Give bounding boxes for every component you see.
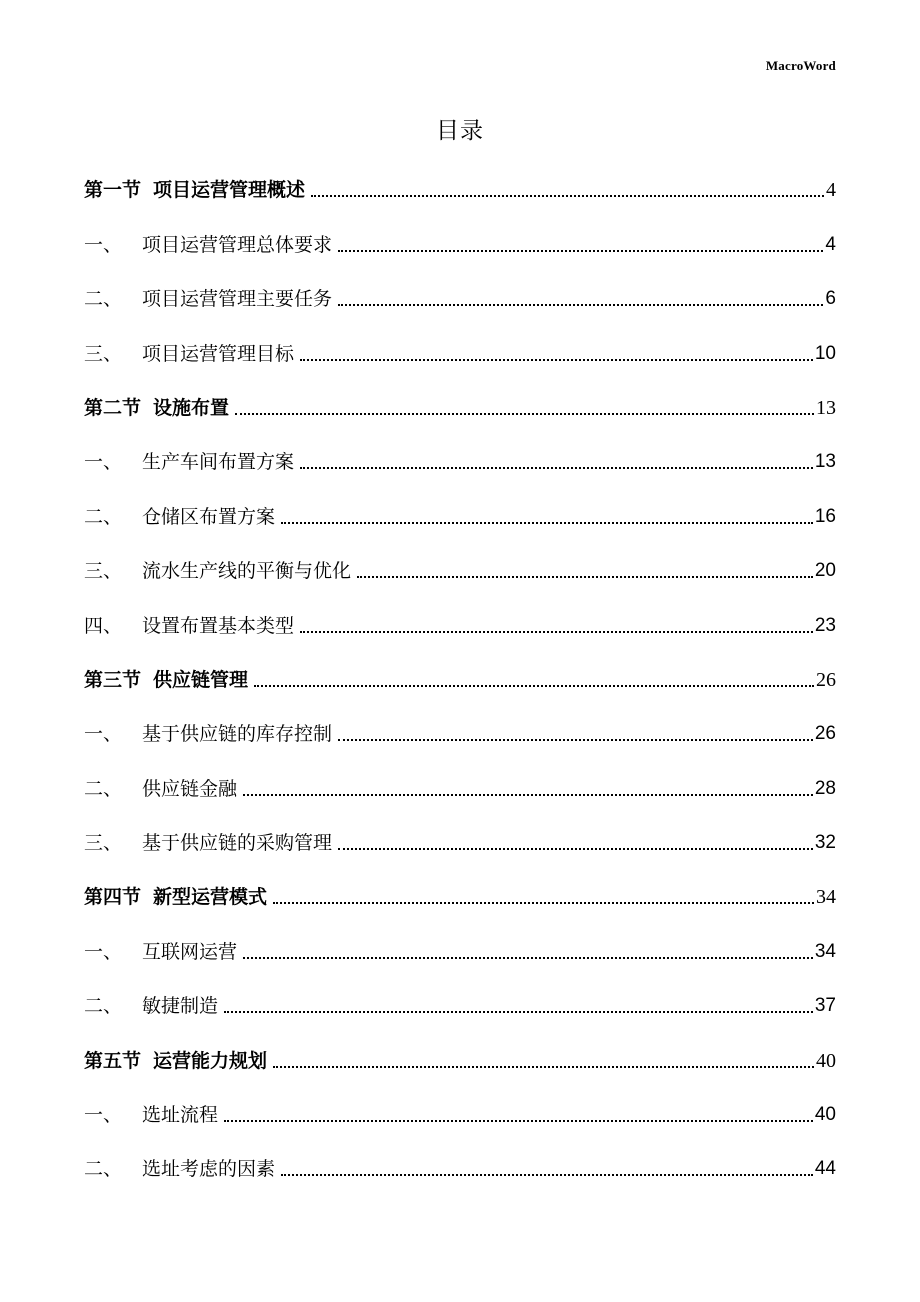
toc-item-entry[interactable] (84, 323, 836, 377)
toc-entry-number: 一、 (84, 723, 123, 746)
toc-dot-leader (300, 359, 813, 361)
toc-dot-leader (243, 957, 813, 959)
toc-entry-number: 二、 (84, 995, 123, 1018)
toc-entry-number: 二、 (84, 505, 123, 528)
toc-entry-title: 设置布置基本类型 (142, 614, 295, 637)
toc-entry-title: 选址流程 (142, 1104, 219, 1127)
toc-page-number: 40 (814, 1104, 836, 1126)
toc-entry-title: 仓储区布置方案 (142, 505, 276, 528)
toc-page-number: 13 (816, 396, 836, 419)
toc-section-entry[interactable] (84, 160, 836, 214)
toc-entry-number: 三、 (84, 560, 123, 583)
toc-entry-title: 生产车间布置方案 (142, 451, 295, 474)
toc-page-number: 23 (814, 614, 836, 636)
toc-item-entry[interactable] (84, 1139, 836, 1193)
toc-page-number: 10 (814, 342, 836, 364)
toc-entry-number: 一、 (84, 940, 123, 963)
toc-entry-number: 一、 (84, 451, 123, 474)
toc-dot-leader (254, 685, 814, 687)
toc-entry-title: 设施布置 (153, 396, 230, 419)
toc-dot-leader (300, 467, 813, 469)
table-of-contents (84, 160, 836, 1193)
toc-item-entry[interactable] (84, 704, 836, 758)
toc-page-number: 6 (825, 288, 836, 310)
toc-dot-leader (300, 631, 813, 633)
toc-item-entry[interactable] (84, 269, 836, 323)
toc-dot-leader (338, 848, 813, 850)
toc-dot-leader (338, 304, 823, 306)
toc-entry-title: 选址考虑的因素 (142, 1158, 276, 1181)
toc-entry-title: 流水生产线的平衡与优化 (142, 560, 352, 583)
toc-dot-leader (235, 413, 814, 415)
toc-entry-number: 第二节 (84, 396, 142, 419)
toc-item-entry[interactable] (84, 1085, 836, 1139)
toc-entry-title: 互联网运营 (142, 940, 238, 963)
toc-page-number: 34 (814, 940, 836, 962)
toc-entry-title: 基于供应链的采购管理 (142, 832, 333, 855)
toc-entry-number: 二、 (84, 288, 123, 311)
toc-page-number: 32 (814, 832, 836, 854)
toc-dot-leader (224, 1011, 813, 1013)
toc-section-entry[interactable] (84, 650, 836, 704)
toc-entry-number: 第一节 (84, 179, 142, 202)
toc-entry-number: 三、 (84, 342, 123, 365)
toc-entry-title: 项目运营管理概述 (153, 179, 306, 202)
toc-dot-leader (357, 576, 813, 578)
toc-dot-leader (311, 195, 824, 197)
toc-page-number: 28 (814, 777, 836, 799)
toc-page-number: 20 (814, 560, 836, 582)
toc-page-number: 37 (814, 995, 836, 1017)
toc-item-entry[interactable] (84, 976, 836, 1030)
toc-dot-leader (281, 522, 813, 524)
toc-entry-title: 新型运营模式 (153, 886, 268, 909)
toc-dot-leader (338, 739, 813, 741)
toc-entry-title: 项目运营管理目标 (142, 342, 295, 365)
toc-entry-number: 二、 (84, 777, 123, 800)
toc-dot-leader (273, 902, 814, 904)
toc-item-entry[interactable] (84, 214, 836, 268)
toc-page-number: 16 (814, 505, 836, 527)
toc-entry-title: 项目运营管理总体要求 (142, 233, 333, 256)
toc-item-entry[interactable] (84, 486, 836, 540)
toc-page-number: 4 (825, 233, 836, 255)
toc-entry-number: 第五节 (84, 1049, 142, 1072)
toc-section-entry[interactable] (84, 867, 836, 921)
toc-page-number: 26 (814, 723, 836, 745)
toc-section-entry[interactable] (84, 1030, 836, 1084)
toc-item-entry[interactable] (84, 921, 836, 975)
toc-entry-number: 四、 (84, 614, 123, 637)
toc-item-entry[interactable] (84, 432, 836, 486)
toc-page-number: 26 (816, 668, 836, 691)
toc-entry-number: 二、 (84, 1158, 123, 1181)
toc-dot-leader (243, 794, 813, 796)
toc-entry-number: 一、 (84, 1104, 123, 1127)
toc-dot-leader (224, 1120, 813, 1122)
toc-entry-title: 供应链管理 (153, 668, 249, 691)
toc-dot-leader (273, 1066, 814, 1068)
toc-entry-number: 一、 (84, 233, 123, 256)
toc-dot-leader (281, 1174, 813, 1176)
header-brand: MacroWord (765, 58, 836, 73)
toc-section-entry[interactable] (84, 378, 836, 432)
toc-entry-title: 供应链金融 (142, 777, 238, 800)
toc-page-number: 13 (814, 451, 836, 473)
toc-item-entry[interactable] (84, 758, 836, 812)
toc-page-number: 4 (826, 179, 836, 202)
toc-item-entry[interactable] (84, 541, 836, 595)
toc-entry-number: 三、 (84, 832, 123, 855)
toc-dot-leader (338, 250, 823, 252)
toc-entry-title: 运营能力规划 (153, 1049, 268, 1072)
toc-entry-title: 项目运营管理主要任务 (142, 288, 333, 311)
toc-title: 目录 (436, 118, 484, 144)
toc-entry-number: 第三节 (84, 668, 142, 691)
toc-page-number: 40 (816, 1049, 836, 1072)
toc-entry-title: 敏捷制造 (142, 995, 219, 1018)
toc-item-entry[interactable] (84, 813, 836, 867)
toc-page-number: 34 (816, 886, 836, 909)
toc-entry-number: 第四节 (84, 886, 142, 909)
toc-entry-title: 基于供应链的库存控制 (142, 723, 333, 746)
toc-page-number: 44 (814, 1158, 836, 1180)
toc-item-entry[interactable] (84, 595, 836, 649)
